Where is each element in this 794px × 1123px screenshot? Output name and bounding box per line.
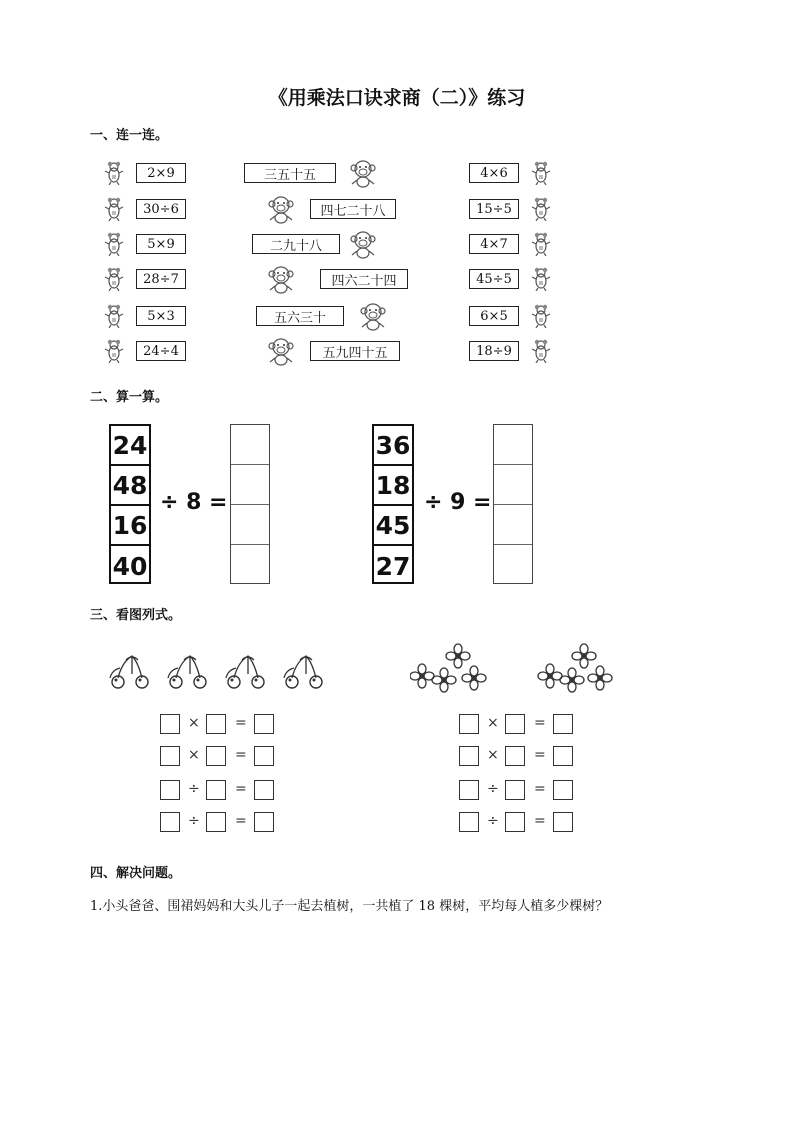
equation-blank[interactable] <box>254 812 274 832</box>
rhyme-card-6[interactable]: 五九四十五 <box>310 341 400 361</box>
operator-sign: × <box>487 747 499 763</box>
equation-blank[interactable] <box>553 746 573 766</box>
flower-icon <box>446 644 470 668</box>
right-expression-6[interactable]: 18÷9 <box>469 341 519 361</box>
page-title: 《用乘法口诀求商（二）》练习 <box>268 87 526 109</box>
flower-icon <box>572 644 596 668</box>
answer-1-4[interactable] <box>231 545 269 585</box>
mouse-icon <box>103 304 125 328</box>
left-expression-6[interactable]: 24÷4 <box>136 341 186 361</box>
equation-blank[interactable] <box>459 780 479 800</box>
dividend-1-4: 40 <box>112 551 148 581</box>
monkey-icon <box>266 264 296 294</box>
equals-sign: = <box>534 747 546 763</box>
mouse-icon <box>103 339 125 363</box>
operator-divide-8: ÷ 8 = <box>160 490 228 515</box>
cherry-icon <box>168 656 206 688</box>
dividend-2-3: 45 <box>374 506 412 546</box>
flower-icon <box>588 666 612 690</box>
equation-blank[interactable] <box>553 714 573 734</box>
equals-sign: = <box>235 715 247 731</box>
equation-blank[interactable] <box>160 746 180 766</box>
cherries-picture <box>108 650 338 694</box>
operator-sign: ÷ <box>188 813 200 829</box>
dividend-1-2: 48 <box>111 466 149 506</box>
section-4-heading: 四、解决问题。 <box>90 866 182 881</box>
equation-blank[interactable] <box>505 812 525 832</box>
flower-icon <box>538 664 562 688</box>
mouse-icon <box>530 161 552 185</box>
equation-blank[interactable] <box>206 714 226 734</box>
answer-2-3[interactable] <box>494 505 532 545</box>
monkey-icon <box>358 301 388 331</box>
equation-blank[interactable] <box>160 714 180 734</box>
right-expression-5[interactable]: 6×5 <box>469 306 519 326</box>
equation-blank[interactable] <box>505 780 525 800</box>
cherry-icon <box>110 656 148 688</box>
rhyme-card-2[interactable]: 四七二十八 <box>310 199 396 219</box>
equation-blank[interactable] <box>553 780 573 800</box>
mouse-icon <box>530 304 552 328</box>
dividend-column-2 <box>372 424 414 584</box>
answer-1-1[interactable] <box>231 425 269 465</box>
monkey-icon <box>348 158 378 188</box>
equation-blank[interactable] <box>459 812 479 832</box>
rhyme-card-3[interactable]: 二九十八 <box>252 234 340 254</box>
answer-2-1[interactable] <box>494 425 532 465</box>
equals-sign: = <box>235 781 247 797</box>
left-expression-2[interactable]: 30÷6 <box>136 199 186 219</box>
operator-sign: ÷ <box>188 781 200 797</box>
mouse-icon <box>530 197 552 221</box>
mouse-icon <box>103 267 125 291</box>
right-expression-2[interactable]: 15÷5 <box>469 199 519 219</box>
equation-blank[interactable] <box>505 714 525 734</box>
equation-blank[interactable] <box>206 746 226 766</box>
answer-1-2[interactable] <box>231 465 269 505</box>
equation-blank[interactable] <box>254 714 274 734</box>
dividend-1-1: 24 <box>111 426 149 466</box>
section-3-heading: 三、看图列式。 <box>90 608 182 623</box>
answer-column-2[interactable] <box>493 424 533 584</box>
mouse-icon <box>103 161 125 185</box>
left-expression-4[interactable]: 28÷7 <box>136 269 186 289</box>
equation-blank[interactable] <box>459 714 479 734</box>
equation-blank[interactable] <box>459 746 479 766</box>
flower-icon <box>462 666 486 690</box>
right-expression-4[interactable]: 45÷5 <box>469 269 519 289</box>
right-expression-3[interactable]: 4×7 <box>469 234 519 254</box>
equation-blank[interactable] <box>553 812 573 832</box>
rhyme-card-1[interactable]: 三五十五 <box>244 163 336 183</box>
answer-2-4[interactable] <box>494 545 532 585</box>
left-expression-1[interactable]: 2×9 <box>136 163 186 183</box>
answer-1-3[interactable] <box>231 505 269 545</box>
operator-sign: × <box>188 747 200 763</box>
problem-1: 1.小头爸爸、围裙妈妈和大头儿子一起去植树，一共植了 18 棵树，平均每人植多少棵树？ <box>90 899 609 914</box>
monkey-icon <box>266 194 296 224</box>
equation-blank[interactable] <box>254 780 274 800</box>
equals-sign: = <box>534 781 546 797</box>
cherry-icon <box>226 656 264 688</box>
flowers-picture <box>410 642 625 694</box>
monkey-icon <box>266 336 296 366</box>
rhyme-card-5[interactable]: 五六三十 <box>256 306 344 326</box>
equation-blank[interactable] <box>505 746 525 766</box>
dividend-column-1 <box>109 424 151 584</box>
section-1-heading: 一、连一连。 <box>90 128 169 143</box>
equals-sign: = <box>235 747 247 763</box>
flower-icon <box>410 664 434 688</box>
operator-sign: × <box>487 715 499 731</box>
equals-sign: = <box>534 813 546 829</box>
dividend-2-4: 27 <box>375 551 411 581</box>
operator-divide-9: ÷ 9 = <box>424 490 492 515</box>
mouse-icon <box>103 232 125 256</box>
equation-blank[interactable] <box>160 812 180 832</box>
dividend-2-2: 18 <box>374 466 412 506</box>
mouse-icon <box>530 339 552 363</box>
equation-blank[interactable] <box>206 780 226 800</box>
section-2-heading: 二、算一算。 <box>90 390 169 405</box>
equation-blank[interactable] <box>206 812 226 832</box>
equals-sign: = <box>534 715 546 731</box>
answer-column-1[interactable] <box>230 424 270 584</box>
flower-icon <box>560 668 584 692</box>
operator-sign: × <box>188 715 200 731</box>
flower-icon <box>432 668 456 692</box>
mouse-icon <box>103 197 125 221</box>
mouse-icon <box>530 267 552 291</box>
equation-blank[interactable] <box>254 746 274 766</box>
answer-2-2[interactable] <box>494 465 532 505</box>
equals-sign: = <box>235 813 247 829</box>
right-expression-1[interactable]: 4×6 <box>469 163 519 183</box>
mouse-icon <box>530 232 552 256</box>
operator-sign: ÷ <box>487 813 499 829</box>
monkey-icon <box>348 229 378 259</box>
left-expression-5[interactable]: 5×3 <box>136 306 186 326</box>
equation-blank[interactable] <box>160 780 180 800</box>
left-expression-3[interactable]: 5×9 <box>136 234 186 254</box>
dividend-2-1: 36 <box>374 426 412 466</box>
operator-sign: ÷ <box>487 781 499 797</box>
rhyme-card-4[interactable]: 四六二十四 <box>320 269 408 289</box>
dividend-1-3: 16 <box>111 506 149 546</box>
cherry-icon <box>284 656 322 688</box>
